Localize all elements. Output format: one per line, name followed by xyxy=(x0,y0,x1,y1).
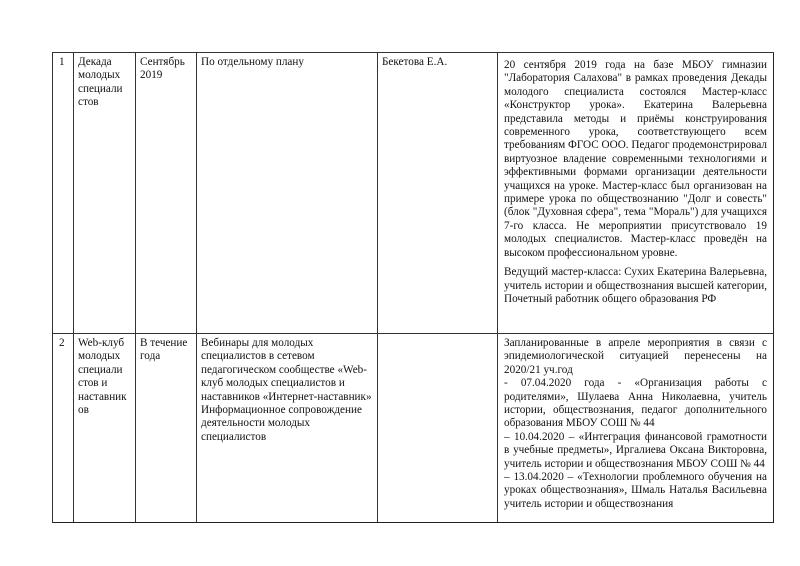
event-result xyxy=(498,334,774,522)
result-paragraph: Ведущий мастер-класса: Сухих Екатерина Валерьевна, учитель истории и обществознания высшей категории, Почетный работник общего образования РФ xyxy=(504,266,767,305)
activity-table xyxy=(52,52,774,523)
table-row xyxy=(53,53,774,334)
result-line: – 13.04.2020 – «Технологии проблемного обучения на уроках обществознания», Шмаль Наталья Васильевна учитель истории и обществознания xyxy=(504,471,767,510)
result-paragraph: 20 сентября 2019 года на базе МБОУ гимназии "Лаборатория Салахова" в рамках проведения Декады молодого специалиста состоялся Мастер-класс «Конструктор урока». Екатерина Валерьевна представила методы и приёмы конструирования современного урока, соответствующего всем требованиям ФГОС ООО. Педагог продемонстрировал виртуозное владение современными технологиями и эффективными формами организации деятельности учащихся на уроке. Мастер-класс был организован на примере урока по обществознанию "Долг и совесть" (блок "Духовная сфера", тема "Мораль") для учащихся 7-го класса. Не мероприятии присутствовало 19 молодых специалистов. Мастер-класс проведён на высоком профессиональном уровне. xyxy=(504,59,767,259)
event-date: В течение года xyxy=(136,334,197,522)
event-form xyxy=(197,334,378,522)
event-date: Сентябрь 2019 xyxy=(136,53,197,333)
event-responsible: Бекетова Е.А. xyxy=(378,53,498,333)
table-row xyxy=(53,334,774,523)
form-text: Информационное сопровождение деятельности молодых специалистов xyxy=(201,404,362,443)
result-line: – 10.04.2020 – «Интеграция финансовой грамотности в учебные предметы», Иргалиева Оксана Викторовна, учитель истории и обществознания МБОУ СОШ № 44 xyxy=(504,430,767,470)
event-name: Декада молодых специали стов xyxy=(74,53,136,333)
row-number: 1 xyxy=(53,53,74,333)
form-text: Вебинары для молодых специалистов в сетевом педагогическом сообществе «Web-клуб молодых специалистов и наставников «Интернет-наставник» xyxy=(201,337,372,403)
event-responsible xyxy=(378,334,498,522)
event-result xyxy=(498,53,774,333)
row-number: 2 xyxy=(53,334,74,522)
event-name: Web-клуб молодых специали стов и наставник ов xyxy=(74,334,136,522)
result-line: - 07.04.2020 года - «Организация работы с родителями», Шулаева Анна Николаевна, учитель истории, обществознания, педагог дополнительного образования МБОУ СОШ № 44 xyxy=(504,377,767,430)
result-line: Запланированные в апреле мероприятия в связи с эпидемиологической ситуацией перенесены на 2020/21 уч.год xyxy=(504,337,767,376)
event-form: По отдельному плану xyxy=(197,53,378,333)
